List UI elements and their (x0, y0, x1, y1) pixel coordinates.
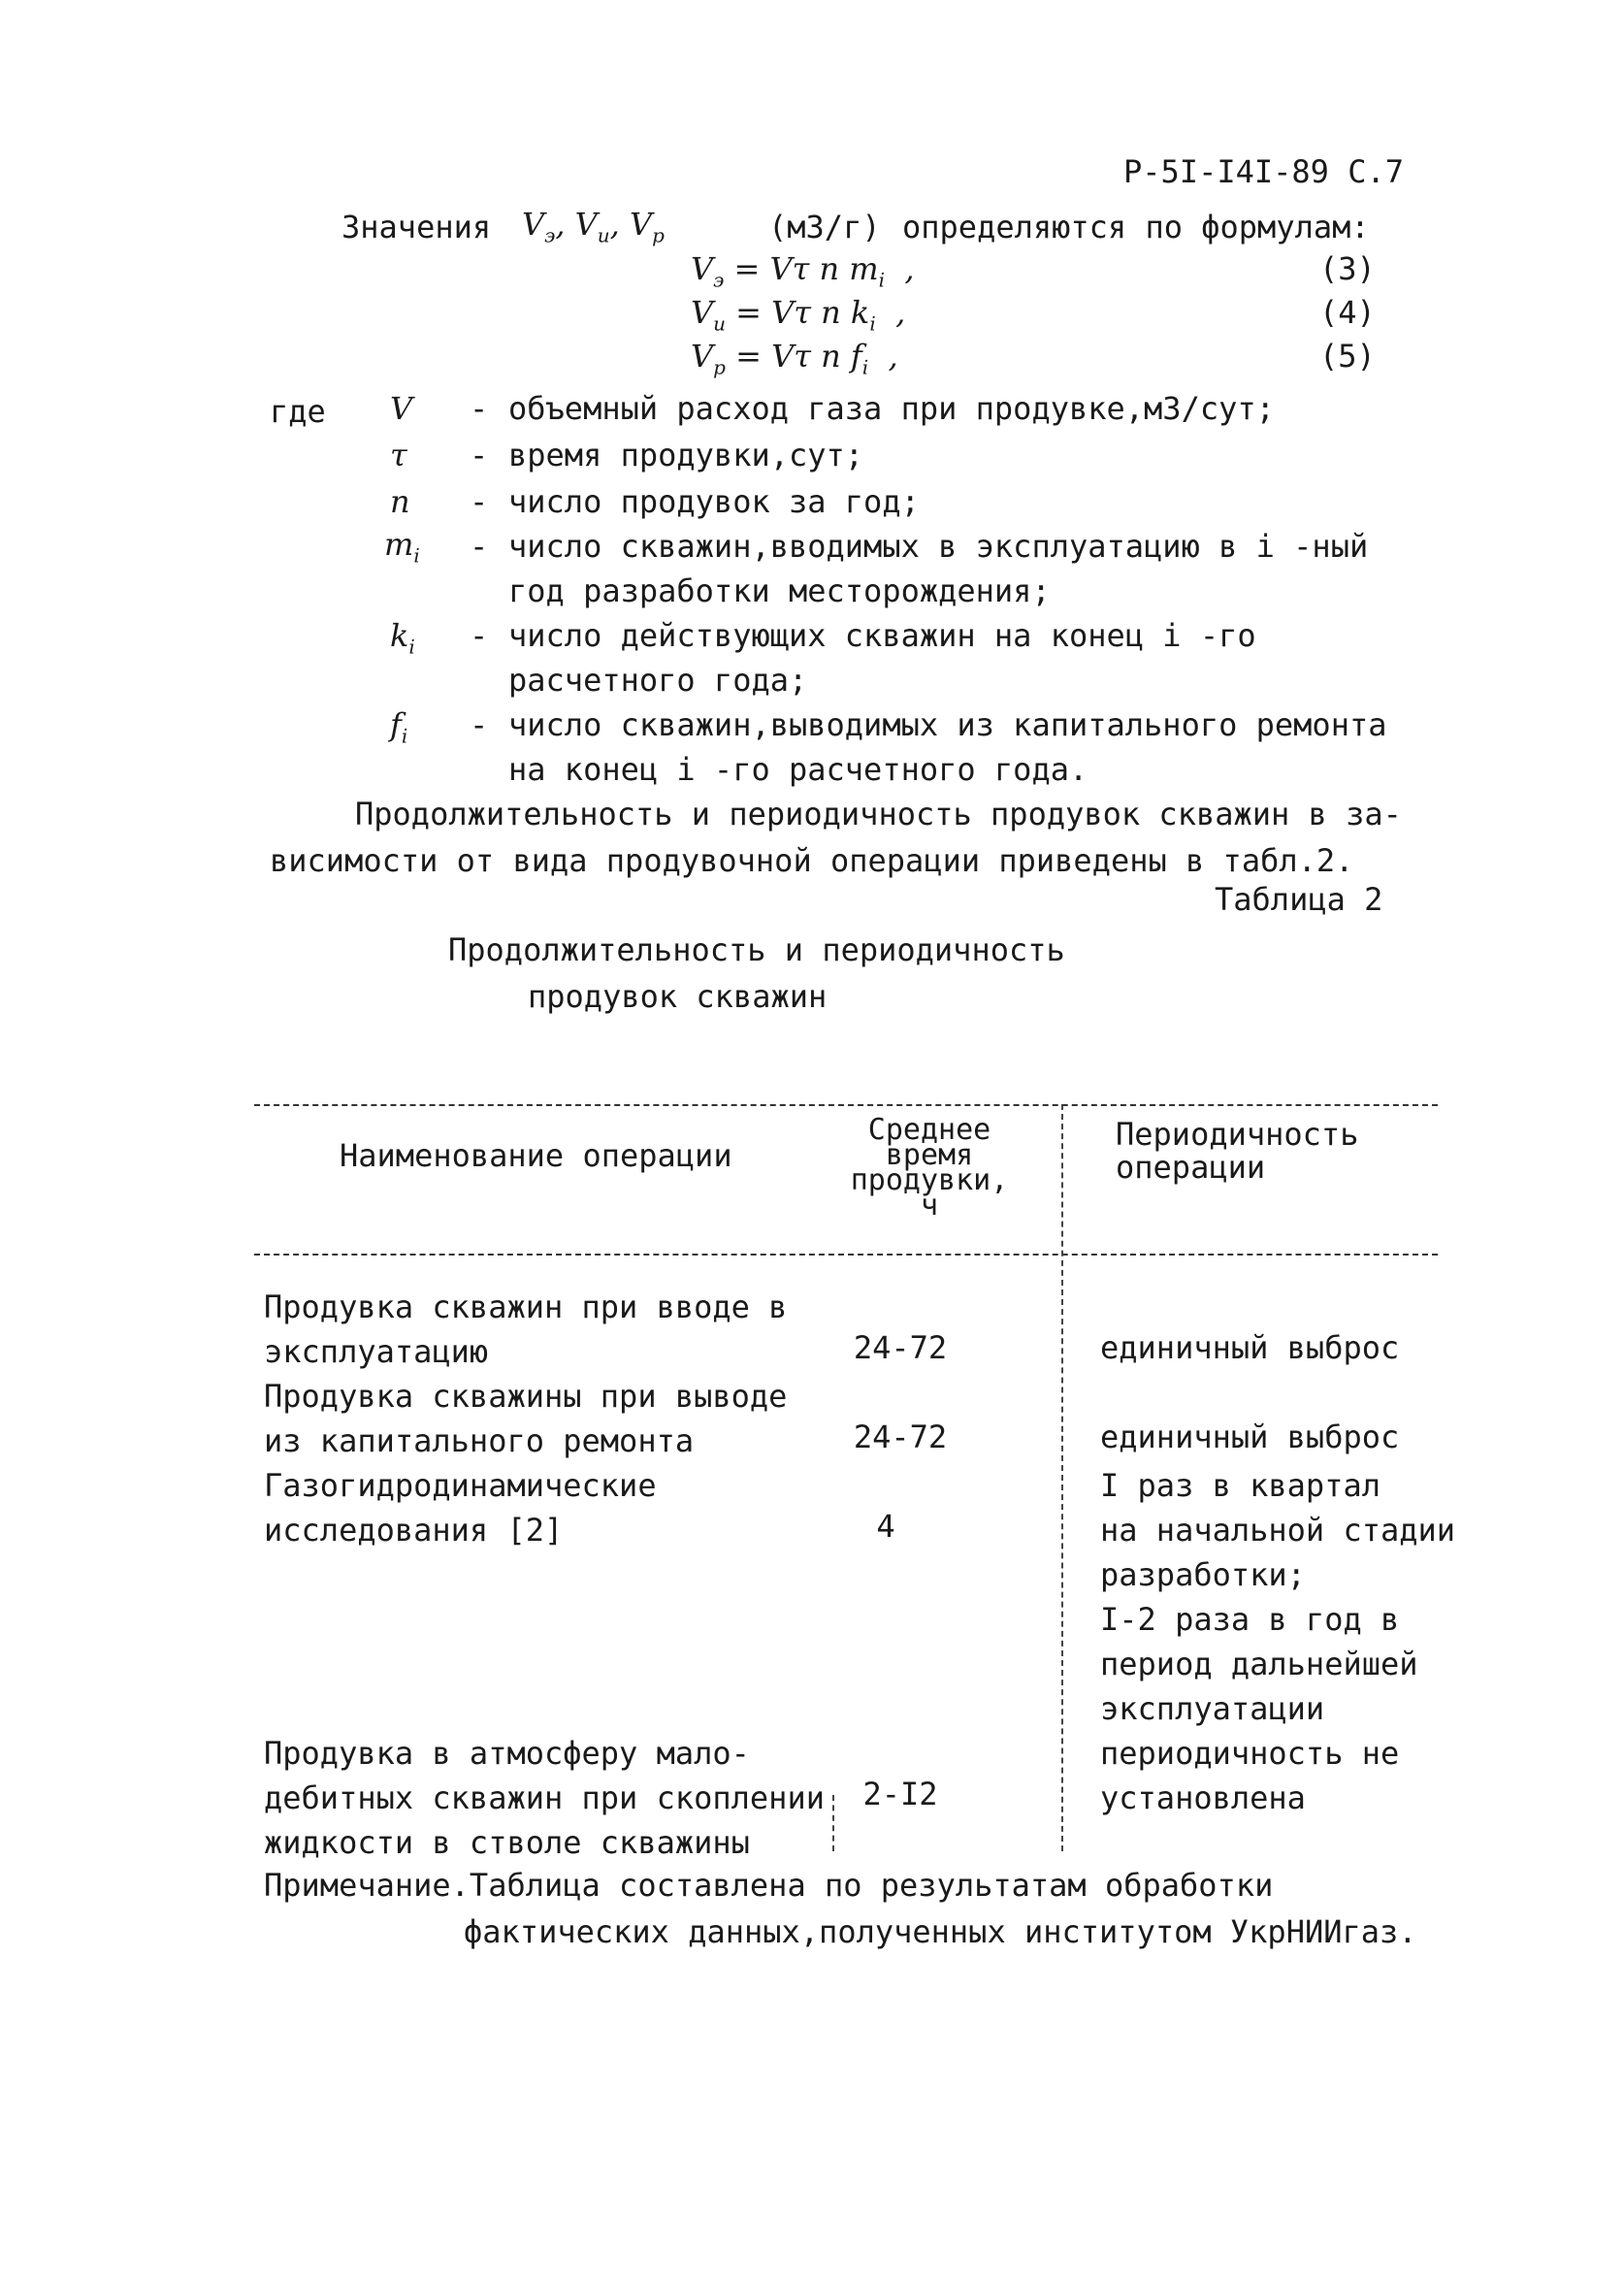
dash: - (470, 483, 489, 520)
table-row-3-name: Газогидродинамические исследования [2] (264, 1467, 657, 1549)
table-row-1-time: 24-72 (853, 1329, 948, 1366)
header-periodicity: Периодичность операции (1116, 1116, 1359, 1186)
dash: - (470, 706, 489, 743)
note-line1: Примечание.Таблица составлена по результатам обработки (264, 1867, 1274, 1904)
table-label: Таблица 2 (1215, 881, 1383, 918)
intro-units: (м3/г) (768, 209, 881, 245)
table-row-1-name: Продувка скважин при вводе в эксплуатацию (264, 1289, 788, 1370)
header-average-time: Среднее время продувки, ч (850, 1113, 1009, 1223)
table-row-2-name: Продувка скважины при выводе из капитального ремонта (264, 1378, 788, 1459)
table-row-4-period: периодичность не установлена (1100, 1735, 1400, 1816)
definition-k-line2: расчетного года; (508, 662, 808, 699)
symbol-k-i: $k_i$ (390, 617, 415, 659)
definition-f-line1: число скважин,выводимых из капитального ремонта (508, 706, 1387, 743)
document-code: Р-5I-I4I-89 С.7 (1123, 153, 1404, 190)
formula-3: $V_э = V\tau$ n $m_i$ , (691, 250, 915, 292)
header-operation-name: Наименование операции (340, 1137, 732, 1174)
paragraph-line2: висимости от вида продувочной операции приведены в табл.2. (270, 842, 1354, 879)
intro-prefix: Значения (341, 209, 492, 245)
table-row-4-time: 2-I2 (862, 1776, 938, 1812)
dash: - (470, 437, 489, 473)
formula-4-number: (4) (1319, 294, 1376, 331)
dash: - (470, 528, 489, 565)
dash: - (470, 390, 489, 427)
note-line2: фактических данных,полученных институтом УкрНИИгаз. (464, 1913, 1417, 1950)
table-row-2-period: единичный выброс (1100, 1419, 1400, 1455)
table-row-4-name: Продувка в атмосферу мало- дебитных скважин при скоплении жидкости в стволе скважины (264, 1735, 825, 1861)
table-column-divider (1061, 1104, 1063, 1851)
symbol-tau: τ (390, 437, 407, 473)
table-row-3-period: I раз в квартал на начальной стадии разработки; I-2 раза в год в период дальнейшей эксплуатации (1100, 1467, 1456, 1727)
definition-k-line1: число действующих скважин на конец i -го (508, 617, 1256, 654)
symbol-m-i: $m_i$ (384, 526, 420, 568)
where-label: где (270, 393, 326, 430)
symbol-f-i: $f_i$ (390, 706, 408, 748)
intro-suffix: определяются по формулам: (902, 209, 1370, 245)
intro-variables: $V_э$, $V_и$, $V_р$ (522, 206, 665, 247)
table-title-line1: Продолжительность и периодичность (448, 931, 1065, 968)
definition-V: объемный расход газа при продувке,м3/сут; (508, 390, 1275, 427)
formula-4: $V_и = V\tau$ n $k_i$ , (691, 294, 906, 336)
formula-5-number: (5) (1319, 338, 1376, 375)
table-top-rule (254, 1104, 1438, 1106)
table-row-2-time: 24-72 (853, 1419, 948, 1455)
definition-m-line2: год разработки месторождения; (508, 572, 1051, 609)
dash: - (470, 617, 489, 654)
definition-n: число продувок за год; (508, 483, 920, 520)
formula-5: $V_р = V\tau$ n $f_i$ , (691, 338, 898, 379)
definition-f-line2: на конец i -го расчетного года. (508, 751, 1088, 788)
symbol-V: V (390, 390, 413, 427)
formula-3-number: (3) (1319, 250, 1376, 287)
table-row-3-time: 4 (876, 1508, 895, 1545)
paragraph-line1: Продолжительность и периодичность продувок скважин в за- (355, 796, 1402, 832)
table-title-line2: продувок скважин (528, 978, 828, 1015)
symbol-n: n (390, 483, 410, 520)
definition-m-line1: число скважин,вводимых в эксплуатацию в i -ный (508, 528, 1369, 565)
table-row-1-period: единичный выброс (1100, 1329, 1400, 1366)
table-header-rule (254, 1254, 1438, 1256)
definition-tau: время продувки,сут; (508, 437, 864, 473)
